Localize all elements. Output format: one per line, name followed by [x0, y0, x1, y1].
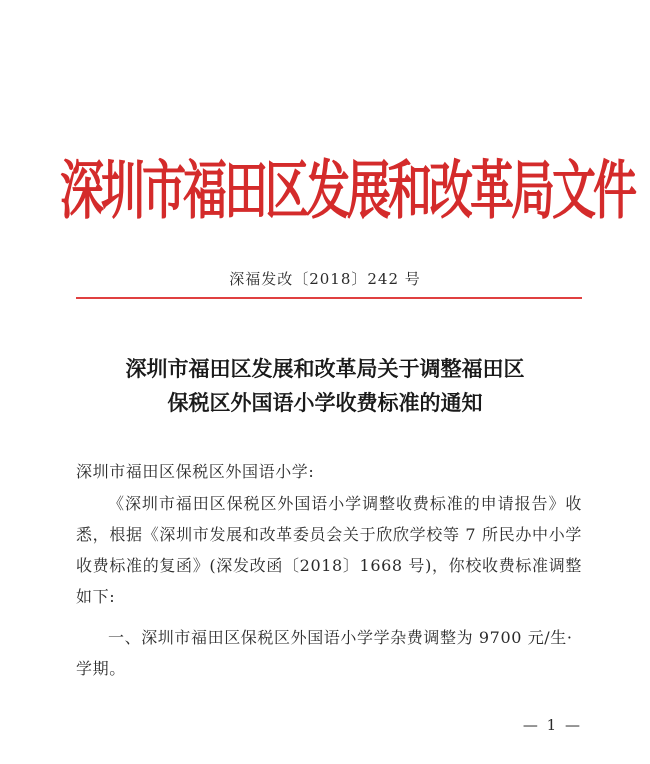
notice-title-line-2: 保税区外国语小学收费标准的通知 — [167, 390, 483, 415]
page-number: — 1 — — [522, 716, 582, 734]
issuer-header: 深圳市福田区发展和改革局文件 — [60, 154, 634, 229]
body-paragraph-2: 一、深圳市福田区保税区外国语小学学杂费调整为 9700 元/生·学期。 — [76, 628, 573, 678]
addressee: 深圳市福田区保税区外国语小学: — [76, 462, 315, 481]
notice-title — [40, 352, 610, 420]
document-number: 深福发改〔2018〕242 号 — [229, 270, 421, 288]
red-divider-line — [76, 297, 582, 299]
notice-title-line-1: 深圳市福田区发展和改革局关于调整福田区 — [125, 356, 525, 381]
body-paragraph-1: 《深圳市福田区保税区外国语小学调整收费标准的申请报告》收悉，根据《深圳市发展和改革委员会关于欣欣学校等 7 所民办中小学收费标准的复函》(深发改函〔2018〕1668 号)，你校收费标准调整如下: — [76, 494, 582, 606]
